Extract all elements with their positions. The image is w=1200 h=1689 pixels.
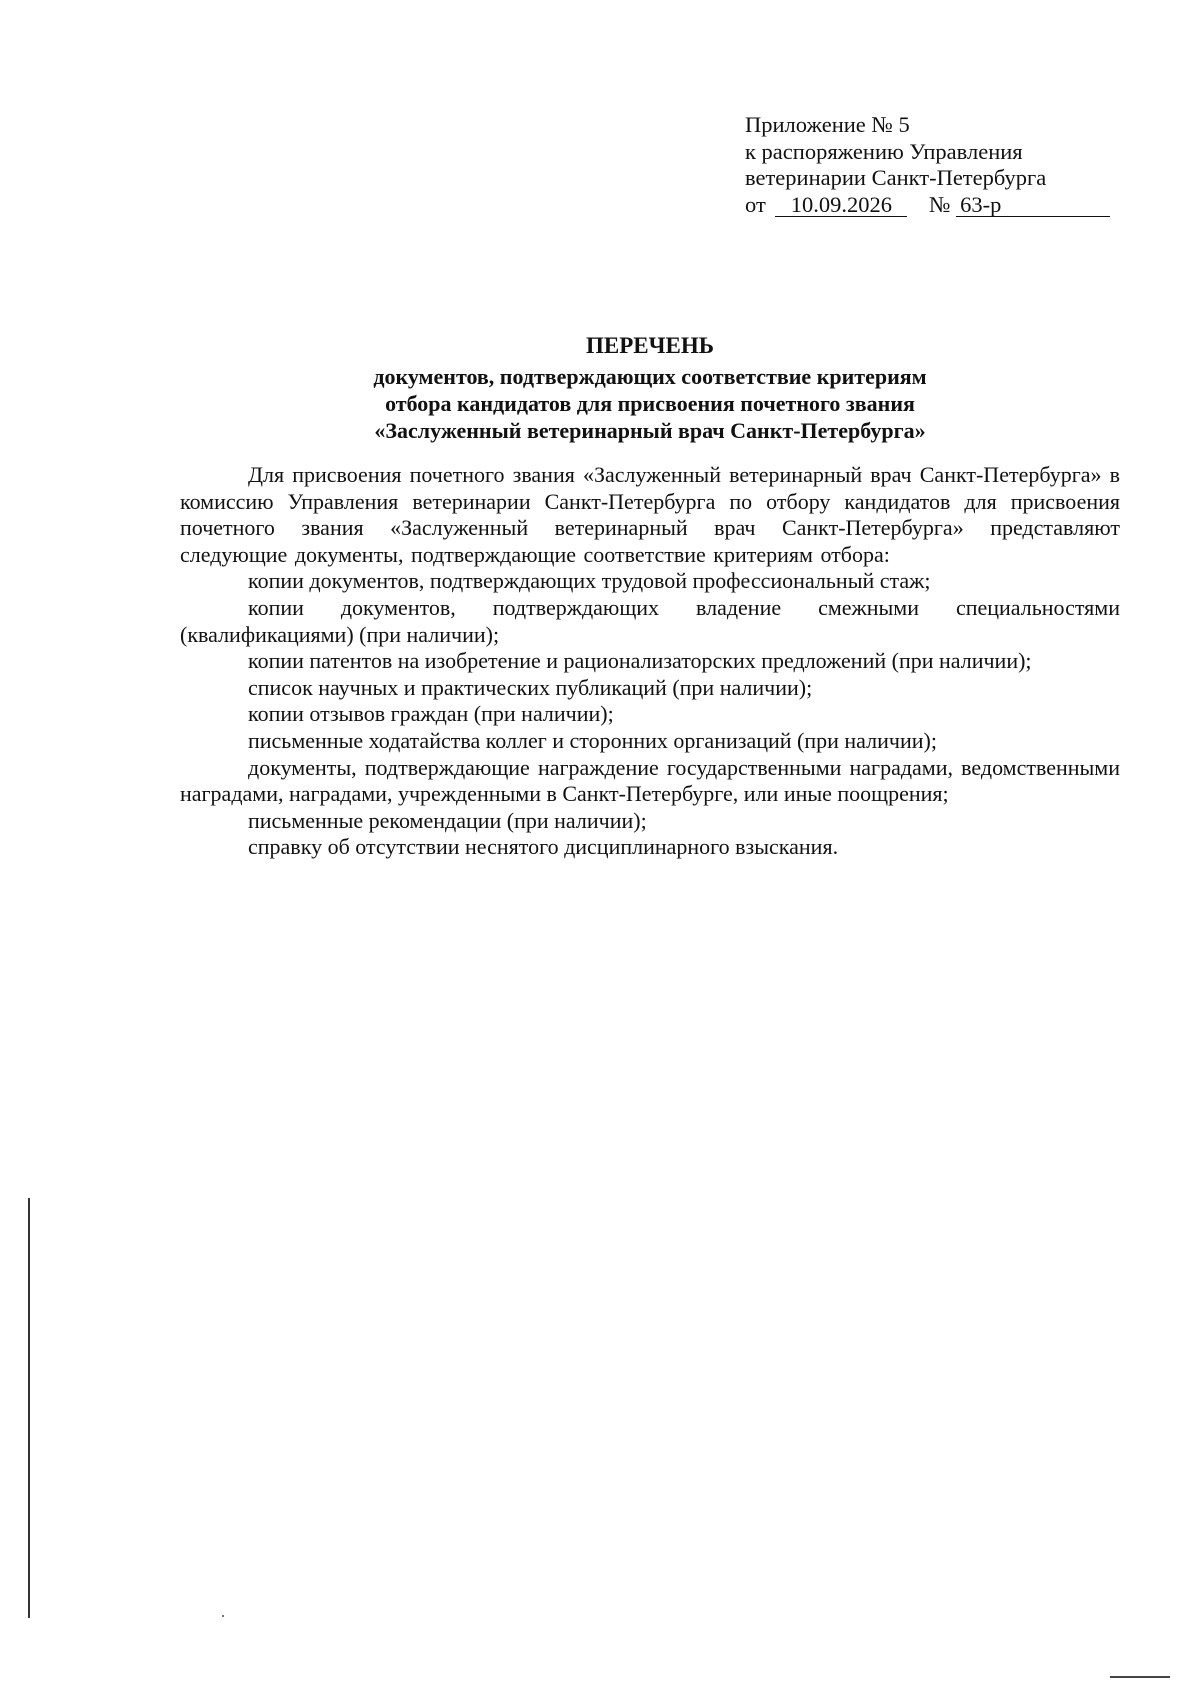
list-item: копии отзывов граждан (при наличии); (248, 701, 614, 727)
list-item: справку об отсутствии неснятого дисциплинарного взыскания. (248, 834, 839, 860)
order-date: 10.09.2026 (775, 194, 907, 217)
title-line-3: «Заслуженный ветеринарный врач Санкт-Петербурга» (374, 418, 926, 443)
list-item: копии документов, подтверждающих трудовой профессиональный стаж; (248, 568, 931, 594)
intro-paragraph: Для присвоения почетного звания «Заслуженный ветеринарный врач Санкт-Петербурга» в комиссию Управления ветеринарии Санкт-Петербурга по отбору кандидатов для присвоения почетного звания «Заслуженный ветеринарный врач Санкт-Петербурга» представляют следующие документы, подтверждающие соответствие критериям отбора: (180, 462, 1120, 567)
list-item: письменные рекомендации (при наличии); (248, 807, 647, 833)
title-line-2: отбора кандидатов для присвоения почетного звания (385, 391, 915, 416)
scan-edge-mark (1110, 1676, 1170, 1678)
list-item: копии документов, подтверждающих владение смежными специальностями (квалификациями) (при наличии); (180, 594, 1120, 647)
from-label: от (745, 191, 766, 217)
title-main: ПЕРЕЧЕНЬ (586, 333, 714, 358)
list-item: список научных и практических публикаций (при наличии); (248, 674, 813, 700)
appendix-authority: ветеринарии Санкт-Петербурга (745, 165, 1047, 190)
scan-edge-line (28, 1198, 30, 1618)
list-item: копии патентов на изобретение и рационализаторских предложений (при наличии); (248, 648, 1032, 674)
appendix-number: Приложение № 5 (745, 112, 910, 137)
appendix-date-line (745, 192, 1090, 219)
number-label: № (929, 191, 951, 217)
appendix-reference: к распоряжению Управления (745, 138, 1023, 164)
scan-speck (222, 1615, 224, 1617)
order-number: 63-р (956, 194, 1110, 217)
document-body (180, 462, 1120, 861)
list-item: документы, подтверждающие награждение государственными наградами, ведомственными наградами, наградами, учрежденными в Санкт-Петербурге, или иные поощрения; (180, 754, 1120, 807)
documents-list (180, 568, 1120, 861)
list-item: письменные ходатайства коллег и сторонних организаций (при наличии); (248, 727, 937, 753)
document-title (180, 332, 1120, 444)
title-line-1: документов, подтверждающих соответствие критериям (373, 364, 927, 389)
appendix-header (745, 112, 1090, 218)
